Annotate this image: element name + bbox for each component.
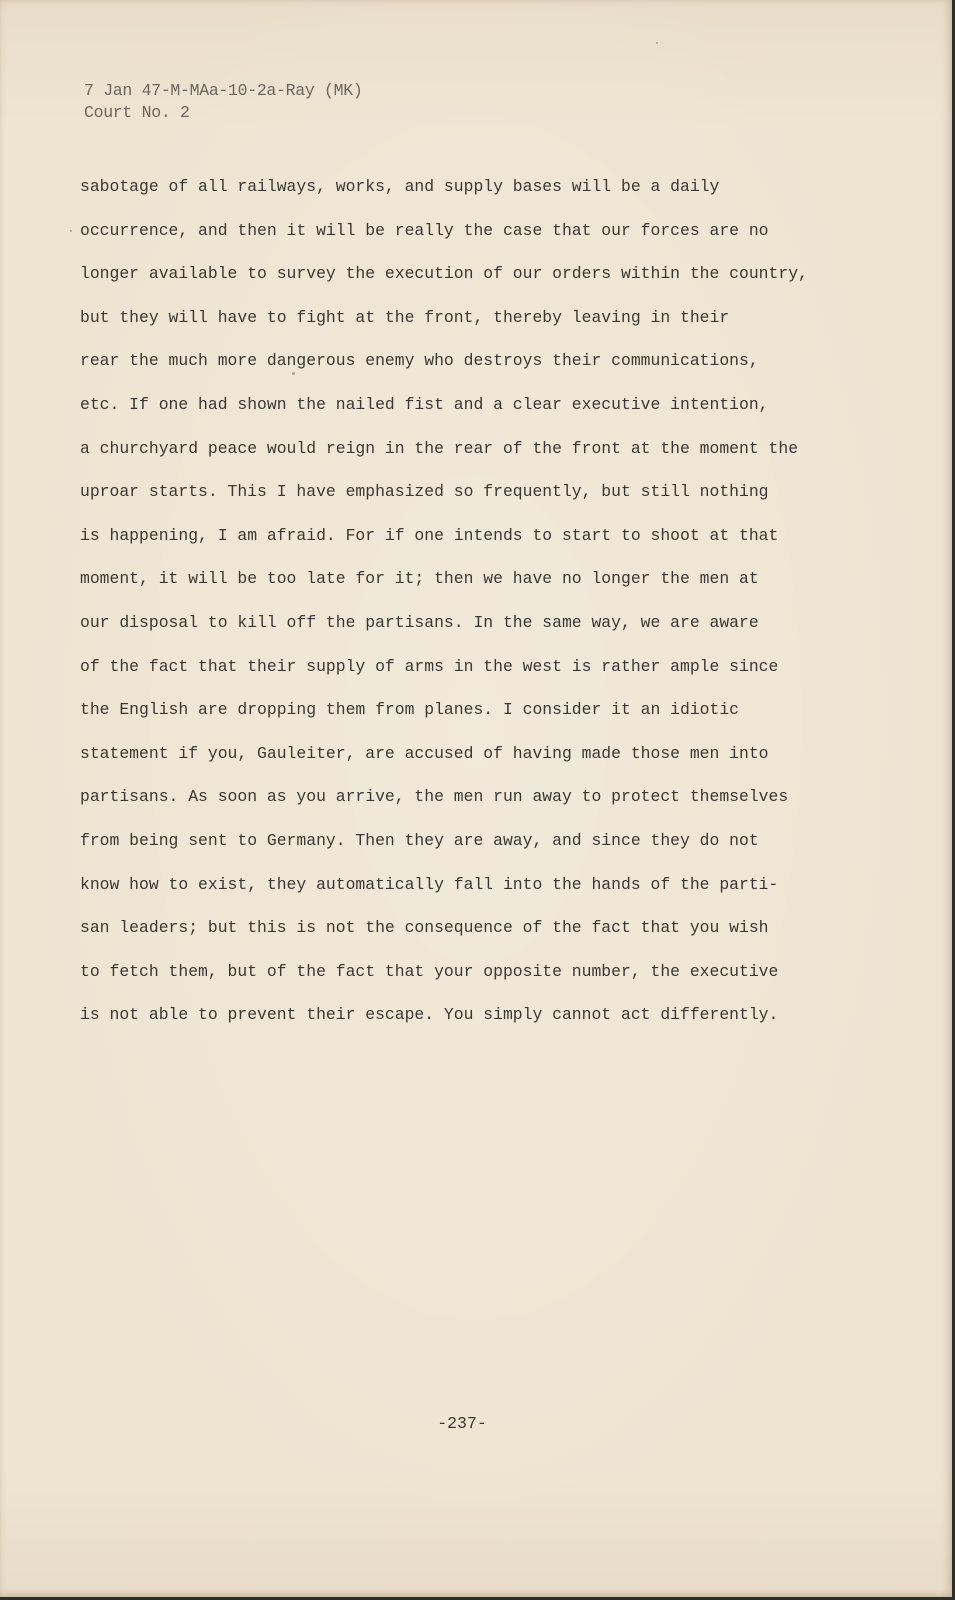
document-header-line-1: 7 Jan 47-M-MAa-10-2a-Ray (MK) [84,81,363,100]
body-line: statement if you, Gauleiter, are accused of having made those men into [80,743,769,763]
document-header-line-2: Court No. 2 [84,103,190,122]
body-line: our disposal to kill off the partisans. In the same way, we are aware [80,612,759,632]
body-line: uproar starts. This I have emphasized so frequently, but still nothing [80,482,769,502]
body-line: of the fact that their supply of arms in the west is rather ample since [80,656,779,676]
body-line: sabotage of all railways, works, and supply bases will be a daily [80,177,720,196]
paper-speck [70,230,72,232]
body-line: etc. If one had shown the nailed fist and a clear executive intention, [80,394,769,414]
paper-speck [292,372,295,375]
body-line: partisans. As soon as you arrive, the men run away to protect themselves [80,787,789,807]
body-line: know how to exist, they automatically fall into the hands of the parti- [80,874,779,894]
body-line: occurrence, and then it will be really the case that our forces are no [80,220,769,240]
body-line: longer available to survey the execution of our orders within the country, [80,264,808,284]
body-line: from being sent to Germany. Then they are away, and since they do not [80,830,759,850]
page-number: -237- [437,1414,487,1433]
body-line: to fetch them, but of the fact that your opposite number, the executive [80,961,779,981]
body-line: moment, it will be too late for it; then we have no longer the men at [80,569,759,589]
body-line: is happening, I am afraid. For if one intends to start to shoot at that [80,525,779,545]
document-body [80,165,930,1037]
body-line: but they will have to fight at the front, thereby leaving in their [80,307,730,327]
body-line: rear the much more dangerous enemy who destroys their communications, [80,351,759,371]
body-line: is not able to prevent their escape. You simply cannot act differently. [80,1005,779,1025]
paper-speck [656,42,658,44]
body-line: the English are dropping them from planes. I consider it an idiotic [80,700,740,720]
body-line: san leaders; but this is not the consequence of the fact that you wish [80,918,769,938]
body-line: a churchyard peace would reign in the rear of the front at the moment the [80,438,799,458]
